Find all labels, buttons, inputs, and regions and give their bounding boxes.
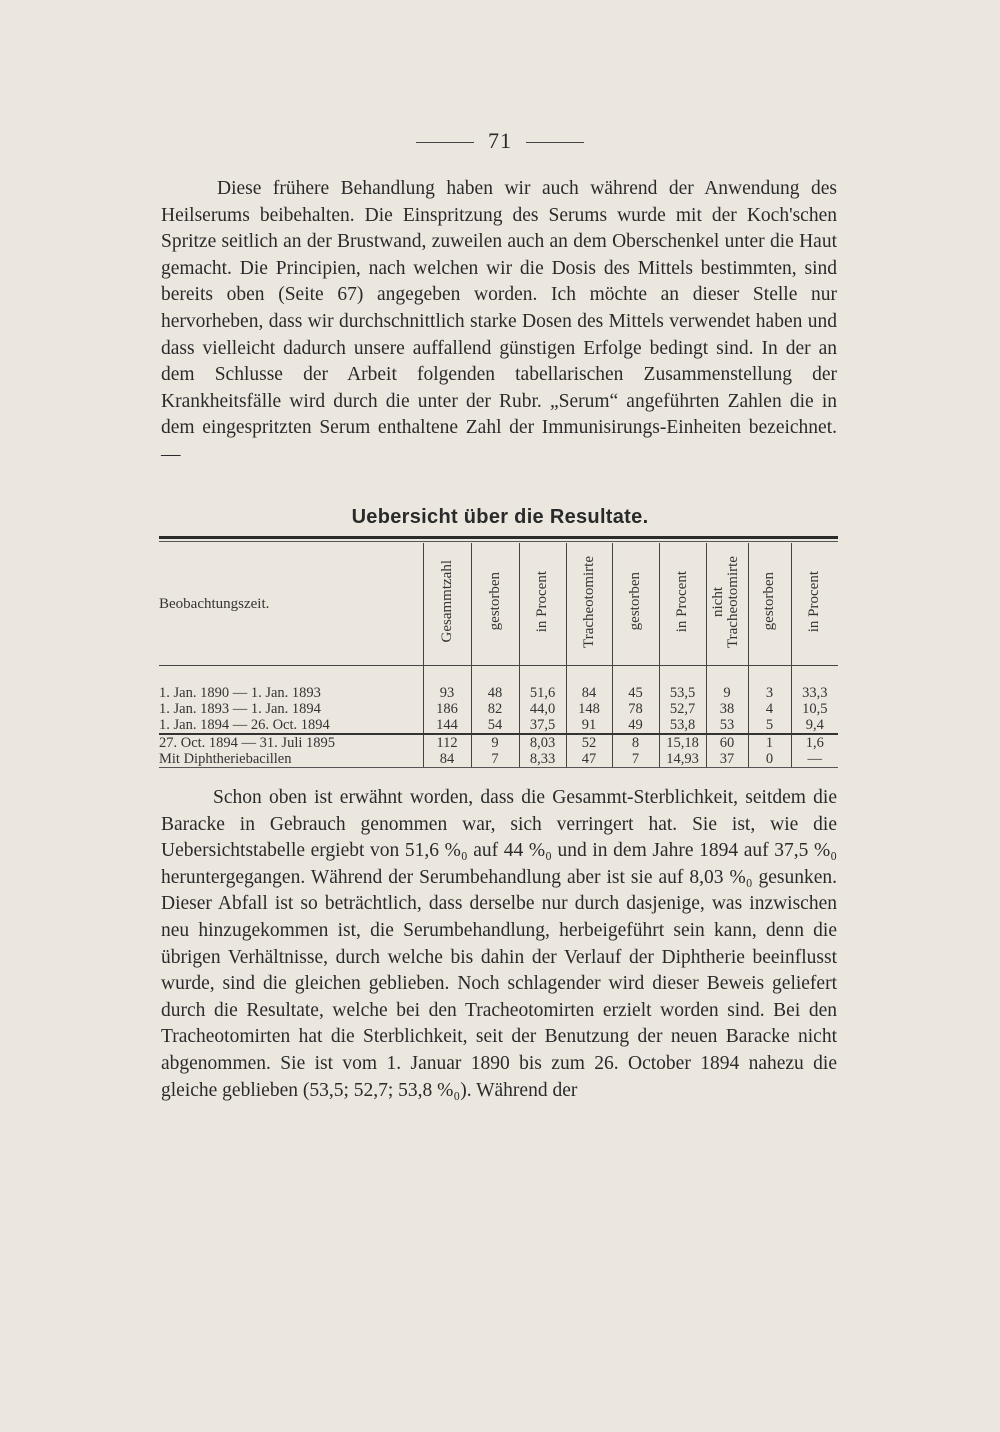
- cell-procent: 53,5: [659, 685, 706, 701]
- cell-gestorben: 82: [471, 701, 519, 717]
- cell-procent: 53,8: [659, 717, 706, 734]
- cell-procent: 8,33: [519, 751, 566, 768]
- cell-procent: 1,6: [791, 734, 838, 751]
- cell-gesammtzahl: 84: [423, 751, 471, 768]
- cell-gestorben: 8: [612, 734, 659, 751]
- header-nicht-tracheotomirte: [706, 543, 748, 666]
- header-beobachtungszeit: Beobachtungszeit.: [159, 543, 423, 666]
- cell-gestorben: 54: [471, 717, 519, 734]
- table-row: [159, 751, 838, 768]
- cell-procent: 52,7: [659, 701, 706, 717]
- page-number-dash-right: [526, 142, 584, 143]
- spacer-cell: [471, 666, 519, 686]
- page-number: [0, 128, 1000, 154]
- spacer-cell: [159, 666, 423, 686]
- paragraph-2: Schon oben ist erwähnt worden, dass die Gesammt-Sterblichkeit, seitdem die Baracke in Gebrauch genommen war, sich verringert hat. Sie ist, wie die Uebersichtstabelle ergiebt von 51,6 %₀ auf 44 %₀ und in dem Jahre 1894 auf 37,5 %₀ heruntergegangen. Während der Serumbehandlung aber ist sie auf 8,03 %₀ gesunken. Dieser Abfall ist so beträchtlich, dass derselbe nur durch dasjenige, was inzwischen neu hinzugekommen ist, die Serumbehandlung, herbeigeführt sein kann, denn die übrigen Verhältnisse, durch welche bis dahin der Verlauf der Diphtherie beeinflusst wurde, sind die gleichen geblieben. Noch schlagender wird dieser Beweis geliefert durch die Resultate, welche bei den Tracheotomirten erzielt worden sind. Bei den Tracheotomirten hat die Sterblichkeit, seit der Benutzung der neuen Baracke nicht abgenommen. Sie ist vom 1. Januar 1890 bis zum 26. October 1894 nahezu die gleiche geblieben (53,5; 52,7; 53,8 %₀). Während der: [161, 787, 837, 1101]
- cell-gestorben: 7: [471, 751, 519, 768]
- cell-gestorben: 3: [748, 685, 791, 701]
- spacer-cell: [423, 666, 471, 686]
- cell-tracheotomirte: 148: [566, 701, 612, 717]
- cell-procent: 33,3: [791, 685, 838, 701]
- header-procent-1: [519, 543, 566, 666]
- cell-period: 1. Jan. 1890 — 1. Jan. 1893: [159, 685, 321, 701]
- cell-procent: 14,93: [659, 751, 706, 768]
- cell-gestorben: 45: [612, 685, 659, 701]
- table-top-rule-thin: [159, 541, 838, 542]
- table-row: [159, 734, 838, 751]
- table-row: [159, 685, 838, 701]
- cell-period: 27. Oct. 1894 — 31. Juli 1895: [159, 734, 423, 751]
- paragraph-1: Diese frühere Behandlung haben wir auch während der Anwendung des Heilserums beibehalten. Die Einspritzung des Serums wurde mit der Koch'schen Spritze seitlich an der Brustwand, zuweilen auch an dem Oberschenkel unter die Haut gemacht. Die Principien, nach welchen wir die Dosis des Mittels bestimmten, sind bereits oben (Seite 67) angegeben worden. Ich möchte an dieser Stelle nur hervorheben, dass wir durchschnittlich starke Dosen des Mittels verwendet haben und dass vielleicht dadurch unsere auffallend günstigen Erfolge bedingt sind. In der an dem Schlusse der Arbeit folgenden tabellarischen Zusammenstellung der Krankheitsfälle wird durch die unter der Rubr. „Serum“ angeführten Zahlen die in dem eingespritzten Serum enthaltene Zahl der Immunisirungs-Einheiten bezeichnet. —: [161, 178, 837, 465]
- cell-gestorben: 5: [748, 717, 791, 734]
- cell-tracheotomirte: 84: [566, 685, 612, 701]
- header-gesammtzahl: [423, 543, 471, 666]
- spacer-cell: [612, 666, 659, 686]
- cell-gestorben: 49: [612, 717, 659, 734]
- cell-nicht-tracheotomirte: 9: [706, 685, 748, 701]
- cell-procent: 9,4: [791, 717, 838, 734]
- page-number-text: 71: [488, 128, 512, 153]
- cell-gesammtzahl: 144: [423, 717, 471, 734]
- header-gestorben-2: [612, 543, 659, 666]
- cell-procent: 10,5: [791, 701, 838, 717]
- header-tracheotomirte-text: Tracheotomirte: [580, 555, 597, 648]
- cell-tracheotomirte: 47: [566, 751, 612, 768]
- cell-nicht-tracheotomirte: 37: [706, 751, 748, 768]
- cell-gestorben: 7: [612, 751, 659, 768]
- table-row: [159, 717, 838, 734]
- cell-gesammtzahl: 112: [423, 734, 471, 751]
- spacer-cell: [706, 666, 748, 686]
- cell-period: 1. Jan. 1893 — 1. Jan. 1894: [159, 701, 321, 717]
- header-gestorben-3-text: gestorben: [761, 572, 777, 631]
- cell-nicht-tracheotomirte: 60: [706, 734, 748, 751]
- header-gestorben-1: [471, 543, 519, 666]
- header-nicht-tracheotomirte-text: nicht Tracheotomirte: [710, 555, 741, 648]
- cell-nicht-tracheotomirte: 53: [706, 717, 748, 734]
- results-table: [159, 543, 838, 768]
- spacer-cell: [519, 666, 566, 686]
- cell-procent: 15,18: [659, 734, 706, 751]
- spacer-cell: [566, 666, 612, 686]
- cell-procent: 37,5: [519, 717, 566, 734]
- cell-gestorben: 1: [748, 734, 791, 751]
- header-procent-1-text: in Procent: [534, 570, 550, 633]
- cell-procent: 51,6: [519, 685, 566, 701]
- table-spacer-row: [159, 666, 838, 686]
- cell-period: 1. Jan. 1894 — 26. Oct. 1894: [159, 717, 330, 733]
- cell-tracheotomirte: 91: [566, 717, 612, 734]
- header-gesammtzahl-text: Gesammtzahl: [438, 560, 455, 643]
- spacer-cell: [659, 666, 706, 686]
- cell-tracheotomirte: 52: [566, 734, 612, 751]
- cell-gestorben: 9: [471, 734, 519, 751]
- page-number-dash-left: [416, 142, 474, 143]
- cell-procent: 8,03: [519, 734, 566, 751]
- header-procent-2-text: in Procent: [674, 570, 690, 633]
- table-row: [159, 701, 838, 717]
- cell-procent: —: [791, 751, 838, 768]
- header-procent-3-text: in Procent: [806, 570, 823, 633]
- cell-gestorben: 4: [748, 701, 791, 717]
- cell-gestorben: 78: [612, 701, 659, 717]
- header-gestorben-3: [748, 543, 791, 666]
- spacer-cell: [748, 666, 791, 686]
- cell-nicht-tracheotomirte: 38: [706, 701, 748, 717]
- table-header-row: [159, 543, 838, 666]
- header-tracheotomirte: [566, 543, 612, 666]
- table-top-rule: [159, 536, 838, 539]
- spacer-cell: [791, 666, 838, 686]
- cell-gestorben: 48: [471, 685, 519, 701]
- table-title: Uebersicht über die Resultate.: [351, 506, 649, 528]
- cell-gesammtzahl: 93: [423, 685, 471, 701]
- cell-period: Mit Diphtheriebacillen: [159, 751, 423, 768]
- cell-procent: 44,0: [519, 701, 566, 717]
- header-procent-3: [791, 543, 838, 666]
- header-procent-2: [659, 543, 706, 666]
- cell-gesammtzahl: 186: [423, 701, 471, 717]
- header-gestorben-2-text: gestorben: [627, 572, 643, 631]
- header-gestorben-1-text: gestorben: [486, 572, 503, 631]
- cell-gestorben: 0: [748, 751, 791, 768]
